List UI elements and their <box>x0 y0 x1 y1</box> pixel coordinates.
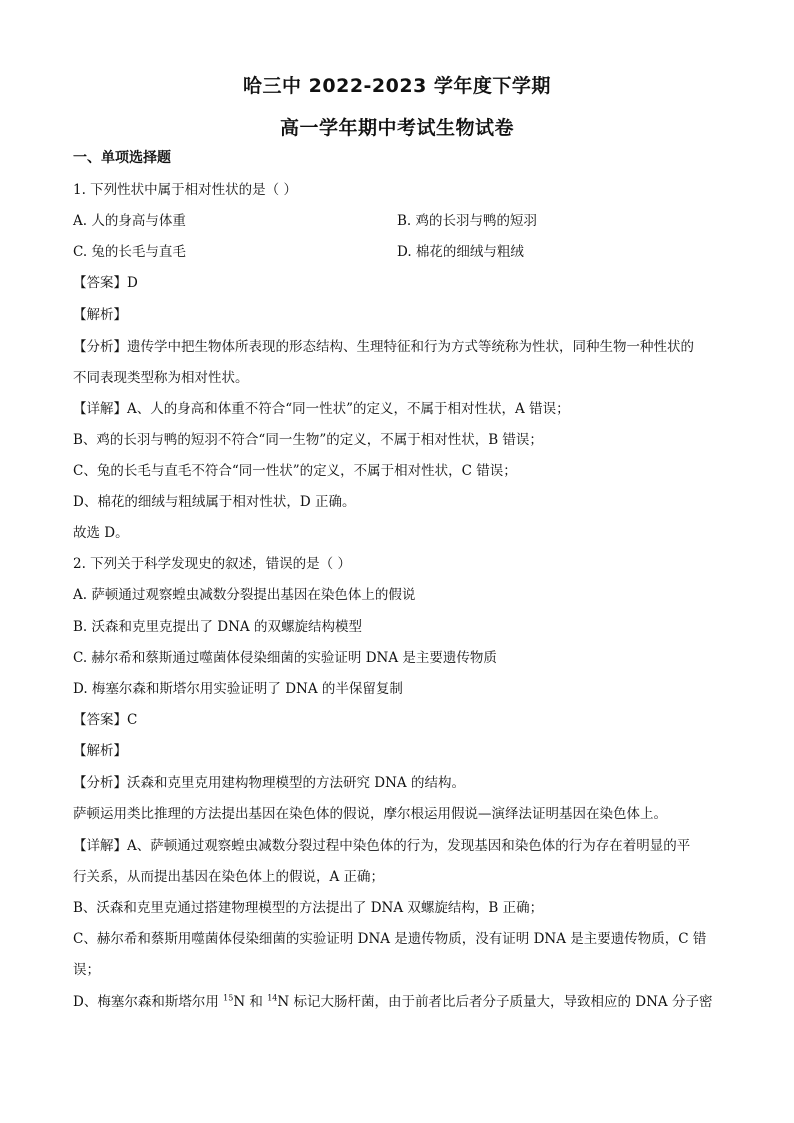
q1-option-a: A. 人的身高与体重 <box>73 213 186 229</box>
q2-xiangjie-a-1 <box>73 836 723 856</box>
xiangjie-d-text-1: D、梅塞尔森和斯塔尔用 <box>73 994 224 1010</box>
fenxi-label: 【分析】 <box>73 775 127 791</box>
answer-value: D <box>127 275 138 291</box>
q1-option-c: C. 兔的长毛与直毛 <box>73 244 186 260</box>
q1-xiangjie-a <box>73 399 723 419</box>
isotope-14-superscript: 14 <box>267 993 278 1003</box>
q2-answer <box>73 710 723 730</box>
q1-answer <box>73 273 723 293</box>
xiangjie-d-text-2: N 和 <box>233 994 268 1010</box>
q1-stem: 1. 下列性状中属于相对性状的是（ ） <box>73 182 297 198</box>
xiangjie-text: A、萨顿通过观察蝗虫减数分裂过程中染色体的行为，发现基因和染色体的行为存在着明显的平 <box>127 838 691 854</box>
fenxi-text: 遗传学中把生物体所表现的形态结构、生理特征和行为方式等统称为性状，同种生物一种性状的 <box>127 339 694 355</box>
q2-option-a: A. 萨顿通过观察蝗虫减数分裂提出基因在染色体上的假说 <box>73 587 416 603</box>
q1-fenxi-2: 不同表现类型称为相对性状。 <box>73 370 249 386</box>
answer-label: 【答案】 <box>73 712 127 728</box>
q1-conclusion: 故选 D。 <box>73 525 129 541</box>
q2-option-b: B. 沃森和克里克提出了 DNA 的双螺旋结构模型 <box>73 619 362 635</box>
q2-analysis-label <box>73 741 723 761</box>
q2-option-d: D. 梅塞尔森和斯塔尔用实验证明了 DNA 的半保留复制 <box>73 681 403 697</box>
xiangjie-label: 【详解】 <box>73 838 127 854</box>
exam-title-line1: 哈三中 2022-2023 学年度下学期 <box>243 75 551 97</box>
section-heading: 一、单项选择题 <box>73 150 171 166</box>
xiangjie-d-text-3: N 标记大肠杆菌，由于前者比后者分子质量大，导致相应的 DNA 分子密 <box>277 994 713 1010</box>
q2-xiangjie-c-1: C、赫尔希和蔡斯用噬菌体侵染细菌的实验证明 DNA 是遗传物质，没有证明 DNA 是主要遗传物质，C 错 <box>73 931 707 947</box>
q1-option-b: B. 鸡的长羽与鸭的短羽 <box>397 213 538 229</box>
q1-fenxi-1 <box>73 337 723 357</box>
analysis-label: 【解析】 <box>73 307 127 323</box>
fenxi-label: 【分析】 <box>73 339 127 355</box>
q2-fenxi-2: 萨顿运用类比推理的方法提出基因在染色体的假说，摩尔根运用假说—演绎法证明基因在染色体上。 <box>73 806 667 822</box>
q1-xiangjie-b: B、鸡的长羽与鸭的短羽不符合“同一生物”的定义，不属于相对性状，B 错误； <box>73 432 543 448</box>
xiangjie-label: 【详解】 <box>73 401 127 417</box>
xiangjie-text: A、人的身高和体重不符合“同一性状”的定义，不属于相对性状，A 错误； <box>127 401 570 417</box>
q2-xiangjie-a-2: 行关系，从而提出基因在染色体上的假说，A 正确； <box>73 869 385 885</box>
q2-option-c: C. 赫尔希和蔡斯通过噬菌体侵染细菌的实验证明 DNA 是主要遗传物质 <box>73 650 497 666</box>
answer-value: C <box>127 712 138 728</box>
q2-xiangjie-b: B、沃森和克里克通过搭建物理模型的方法提出了 DNA 双螺旋结构，B 正确； <box>73 900 544 916</box>
q2-stem: 2. 下列关于科学发现史的叙述，错误的是（ ） <box>73 556 351 572</box>
q1-analysis-label <box>73 305 723 325</box>
isotope-15-superscript: 15 <box>223 993 234 1003</box>
q2-fenxi-1 <box>73 773 723 793</box>
q1-xiangjie-c: C、兔的长毛与直毛不符合“同一性状”的定义，不属于相对性状，C 错误； <box>73 463 517 479</box>
exam-title-line2: 高一学年期中考试生物试卷 <box>279 117 514 139</box>
fenxi-text: 沃森和克里克用建构物理模型的方法研究 DNA 的结构。 <box>127 775 465 791</box>
analysis-label: 【解析】 <box>73 743 127 759</box>
answer-label: 【答案】 <box>73 275 127 291</box>
q1-option-d: D. 棉花的细绒与粗绒 <box>397 244 524 260</box>
q2-xiangjie-c-2: 误； <box>73 962 100 978</box>
q2-xiangjie-d <box>73 992 723 1012</box>
q1-xiangjie-d: D、棉花的细绒与粗绒属于相对性状，D 正确。 <box>73 494 356 510</box>
